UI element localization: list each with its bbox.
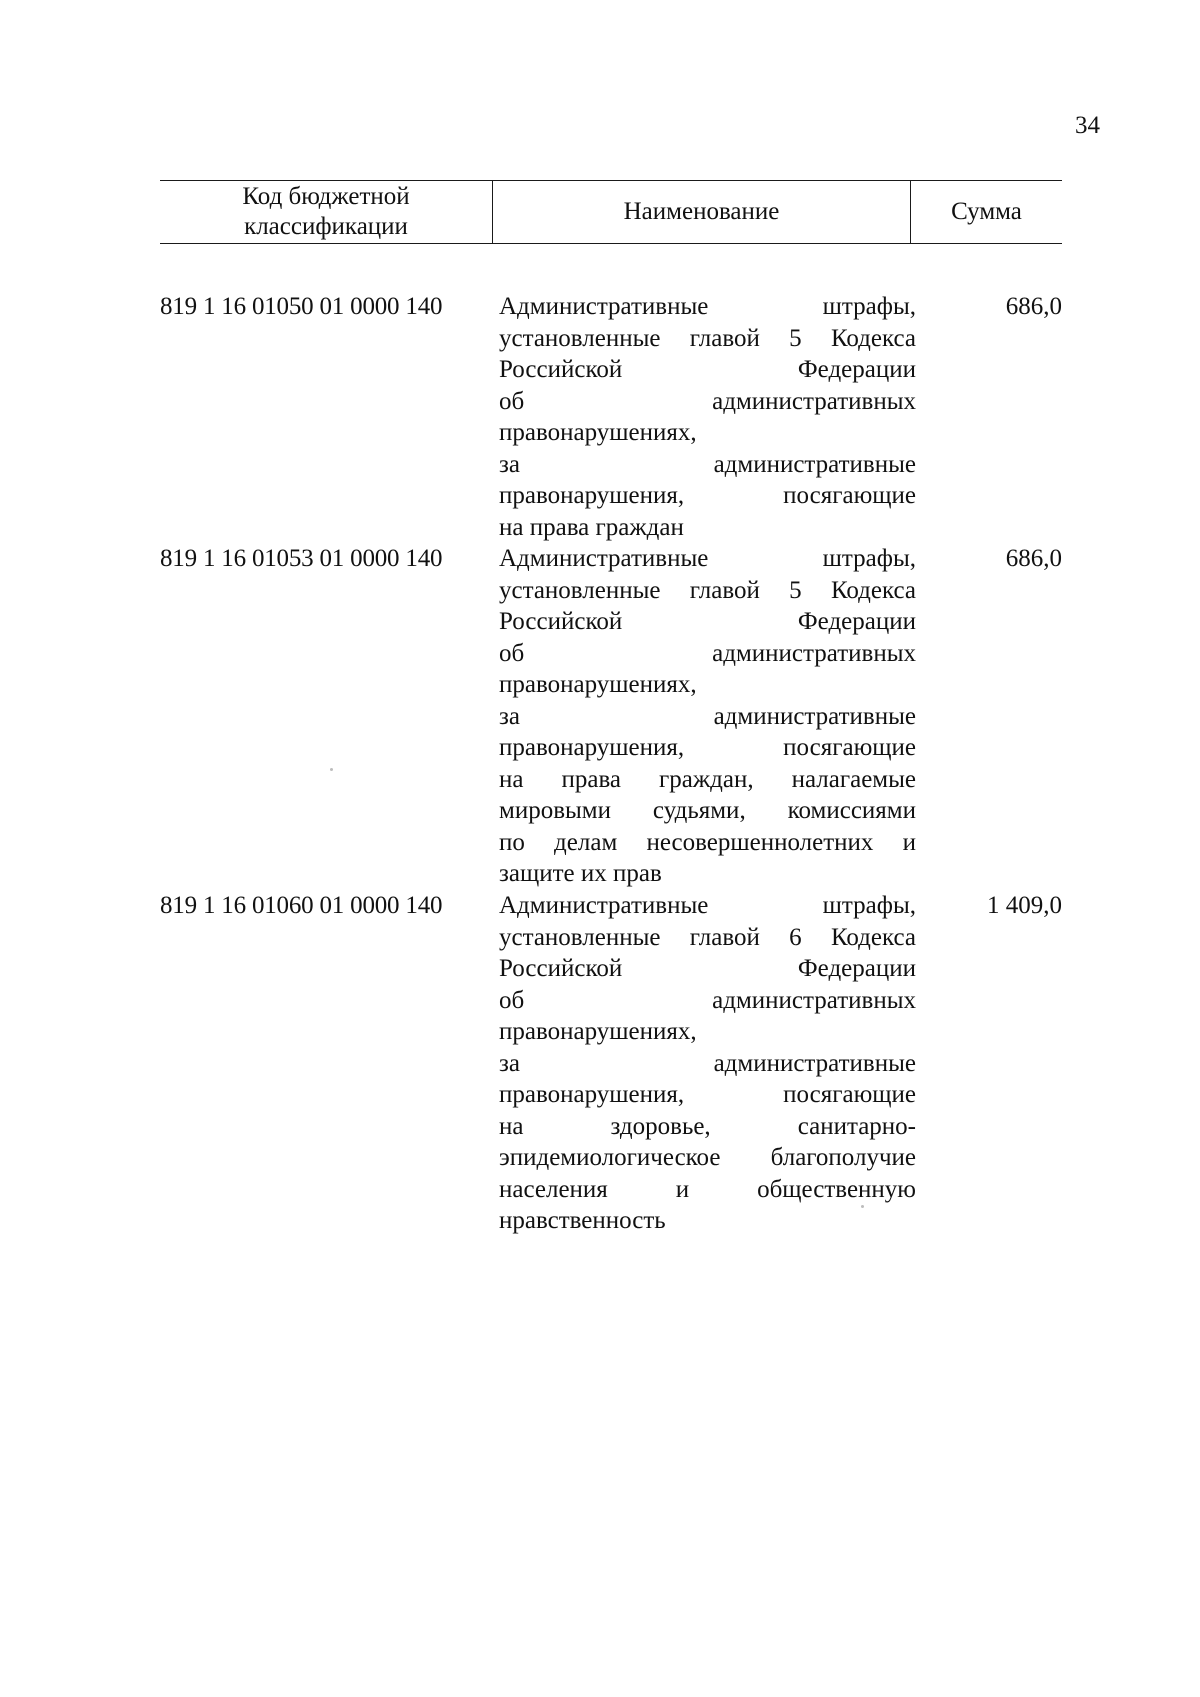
row-name-line: на здоровье, санитарно- bbox=[499, 1112, 916, 1140]
row-name-line: правонарушениях, bbox=[499, 671, 697, 698]
row-sum: 686,0 bbox=[1005, 293, 1062, 320]
row-name-line: Российской Федерации bbox=[499, 356, 916, 383]
header-name-label: Наименование bbox=[623, 198, 780, 225]
row-sum: 686,0 bbox=[1005, 545, 1062, 572]
row-name-line: Российской Федерации bbox=[499, 955, 916, 982]
row-name-line: за административные bbox=[499, 1049, 916, 1077]
row-code: 819 1 16 01050 01 0000 140 bbox=[160, 293, 443, 320]
row-name-line: установленные главой 5 Кодекса bbox=[499, 324, 916, 352]
row-name-line: эпидемиологическое благополучие bbox=[499, 1144, 916, 1171]
row-name-line: об административных bbox=[499, 387, 916, 415]
row-name-line: правонарушениях, bbox=[499, 1018, 697, 1045]
row-name-line: защите их прав bbox=[499, 860, 662, 887]
row-name-line: установленные главой 6 Кодекса bbox=[499, 923, 916, 951]
scan-speck bbox=[330, 768, 333, 771]
row-code: 819 1 16 01060 01 0000 140 bbox=[160, 892, 443, 919]
header-sum-cell bbox=[910, 181, 1062, 243]
header-sum-label: Сумма bbox=[951, 198, 1022, 225]
row-name-line: по делам несовершеннолетних и bbox=[499, 828, 916, 856]
page-number: 34 bbox=[1075, 112, 1100, 139]
row-name-line: населения и общественную bbox=[499, 1175, 916, 1203]
row-sum: 1 409,0 bbox=[987, 892, 1062, 919]
row-name bbox=[499, 543, 916, 890]
row-name-line: Российской Федерации bbox=[499, 608, 916, 635]
row-name-line: об административных bbox=[499, 986, 916, 1014]
row-name-line: правонарушения, посягающие bbox=[499, 482, 916, 509]
row-name-line: правонарушения, посягающие bbox=[499, 1081, 916, 1108]
header-code-cell bbox=[160, 181, 492, 243]
scan-speck bbox=[861, 1205, 864, 1208]
row-name-line: Административные штрафы, bbox=[499, 892, 916, 919]
table-header bbox=[160, 180, 1062, 244]
row-name-line: об административных bbox=[499, 639, 916, 667]
row-name-line: за административные bbox=[499, 702, 916, 730]
row-name bbox=[499, 291, 916, 543]
row-name bbox=[499, 890, 916, 1237]
row-name-line: Административные штрафы, bbox=[499, 545, 916, 572]
row-code: 819 1 16 01053 01 0000 140 bbox=[160, 545, 443, 572]
header-name-cell bbox=[492, 181, 910, 243]
row-name-line: правонарушениях, bbox=[499, 419, 697, 446]
row-name-line: на права граждан bbox=[499, 513, 684, 541]
row-name-line: на права граждан, налагаемые bbox=[499, 765, 916, 793]
row-name-line: установленные главой 5 Кодекса bbox=[499, 576, 916, 604]
row-name-line: Административные штрафы, bbox=[499, 293, 916, 320]
row-name-line: за административные bbox=[499, 450, 916, 478]
row-name-line: мировыми судьями, комиссиями bbox=[499, 797, 916, 824]
header-code-label: Код бюджетной классификации bbox=[242, 183, 410, 240]
row-name-line: правонарушения, посягающие bbox=[499, 734, 916, 761]
row-name-line: нравственность bbox=[499, 1207, 666, 1234]
